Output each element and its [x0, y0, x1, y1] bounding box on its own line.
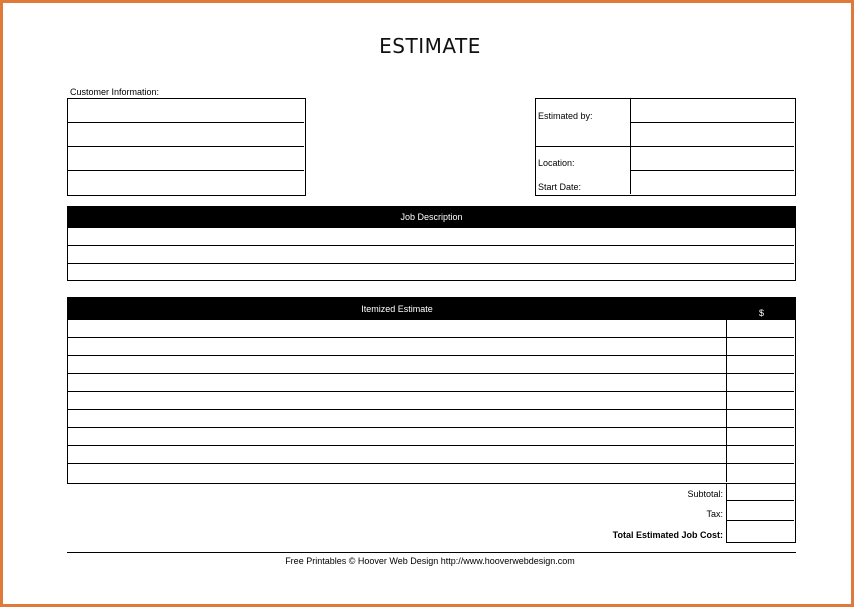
job-description-title: Job Description [400, 212, 463, 222]
job-line-2 [68, 263, 794, 264]
page-title: ESTIMATE [379, 34, 481, 58]
footer-divider [67, 552, 796, 553]
job-description-header [67, 206, 796, 228]
itemized-estimate-header [67, 297, 796, 320]
customer-information-box[interactable] [67, 98, 306, 196]
estimator-line-2 [536, 146, 794, 147]
totals-box[interactable] [726, 483, 796, 543]
itemized-estimate-table[interactable] [67, 319, 796, 484]
customer-line-1 [68, 122, 304, 123]
footer-credit: Free Printables © Hoover Web Design http://www.hooverwebdesign.com [285, 556, 575, 566]
job-description-lines[interactable] [67, 227, 796, 281]
amount-column-divider [726, 319, 727, 482]
table-row [68, 463, 794, 464]
tax-line [727, 520, 794, 521]
table-row [68, 391, 794, 392]
location-label: Location: [538, 158, 575, 168]
subtotal-label: Subtotal: [687, 489, 723, 499]
itemized-estimate-title: Itemized Estimate [361, 304, 433, 314]
subtotal-line [727, 500, 794, 501]
estimator-line-1 [630, 122, 794, 123]
table-row [68, 445, 794, 446]
table-row [68, 373, 794, 374]
customer-line-2 [68, 146, 304, 147]
estimator-box [535, 98, 796, 196]
total-cost-label: Total Estimated Job Cost: [612, 530, 723, 540]
customer-line-3 [68, 170, 304, 171]
estimator-line-3 [630, 170, 794, 171]
tax-label: Tax: [706, 509, 723, 519]
customer-information-label: Customer Information: [70, 87, 160, 97]
start-date-label: Start Date: [538, 182, 582, 192]
table-row [68, 427, 794, 428]
job-line-1 [68, 245, 794, 246]
estimated-by-label: Estimated by: [538, 111, 593, 121]
table-row [68, 409, 794, 410]
table-row [68, 355, 794, 356]
amount-column-header: $ [758, 308, 764, 318]
table-row [68, 337, 794, 338]
